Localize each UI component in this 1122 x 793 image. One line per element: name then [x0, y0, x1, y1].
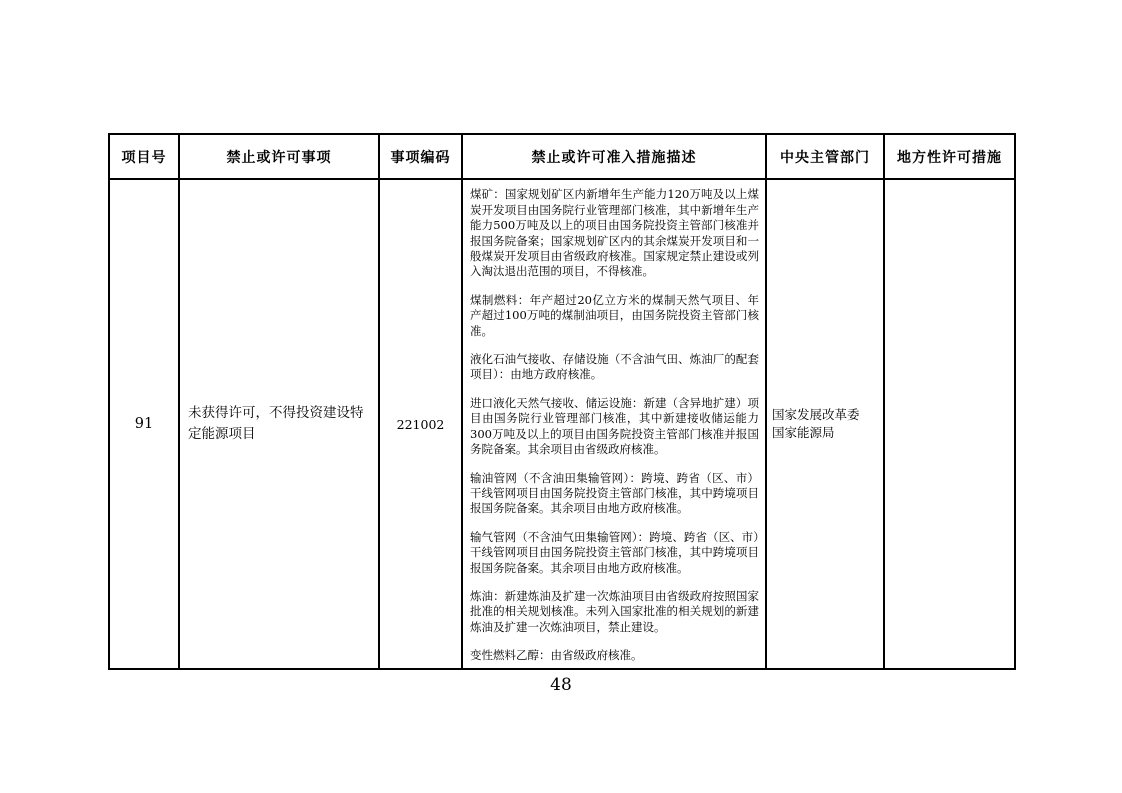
description-paragraph-oil-pipeline: 输油管网（不含油田集输管网）：跨境、跨省（区、市）干线管网项目由国务院投资主管部门核准，其中跨境项目报国务院备案。其余项目由地方政府核准。 — [470, 470, 759, 516]
cell-central-dept — [766, 179, 884, 669]
table-row — [109, 179, 1015, 669]
cell-project-no: 91 — [109, 179, 179, 669]
header-item: 禁止或许可事项 — [179, 134, 379, 179]
header-code: 事项编码 — [379, 134, 462, 179]
cell-code: 221002 — [379, 179, 462, 669]
central-dept-line-ndrc: 国家发展改革委 — [772, 407, 860, 422]
description-paragraph-gas-pipeline: 输气管网（不含油气田集输管网）：跨境、跨省（区、市）干线管网项目由国务院投资主管部门核准，其中跨境项目报国务院备案。其余项目由地方政府核准。 — [470, 529, 759, 575]
cell-description — [462, 179, 766, 669]
header-central-dept: 中央主管部门 — [766, 134, 884, 179]
header-description: 禁止或许可准入措施描述 — [462, 134, 766, 179]
header-project-no: 项目号 — [109, 134, 179, 179]
cell-local-measure — [884, 179, 1015, 669]
table-header-row — [109, 134, 1015, 179]
description-paragraph-ethanol: 变性燃料乙醇：由省级政府核准。 — [470, 648, 643, 663]
description-paragraph-coal-mine: 煤矿：国家规划矿区内新增年生产能力120万吨及以上煤炭开发项目由国务院行业管理部门核准，其中新增年生产能力500万吨及以上的项目由国务院投资主管部门核准并报国务院备案；国家规划矿区内的其余煤炭开发项目和一般煤炭开发项目由省级政府核准。国家规定禁止建设或列入淘汰退出范围的项目，不得核准。 — [470, 187, 759, 279]
negative-list-table — [108, 133, 1016, 670]
central-dept-line-nea: 国家能源局 — [772, 425, 835, 440]
description-paragraph-coal-fuel: 煤制燃料：年产超过20亿立方米的煤制天然气项目、年产超过100万吨的煤制油项目，由国务院投资主管部门核准。 — [470, 292, 759, 338]
header-local-measure: 地方性许可措施 — [884, 134, 1015, 179]
description-paragraph-lng: 进口液化天然气接收、储运设施：新建（含异地扩建）项目由国务院行业管理部门核准，其中新建接收储运能力300万吨及以上的项目由国务院投资主管部门核准并报国务院备案。其余项目由省级政府核准。 — [470, 395, 759, 457]
cell-item: 未获得许可，不得投资建设特定能源项目 — [179, 179, 379, 669]
description-paragraph-refining: 炼油：新建炼油及扩建一次炼油项目由省级政府按照国家批准的相关规划核准。未列入国家批准的相关规划的新建炼油及扩建一次炼油项目，禁止建设。 — [470, 588, 759, 634]
page-number: 48 — [550, 675, 572, 695]
description-paragraph-lpg: 液化石油气接收、存储设施（不含油气田、炼油厂的配套项目）：由地方政府核准。 — [470, 352, 759, 382]
